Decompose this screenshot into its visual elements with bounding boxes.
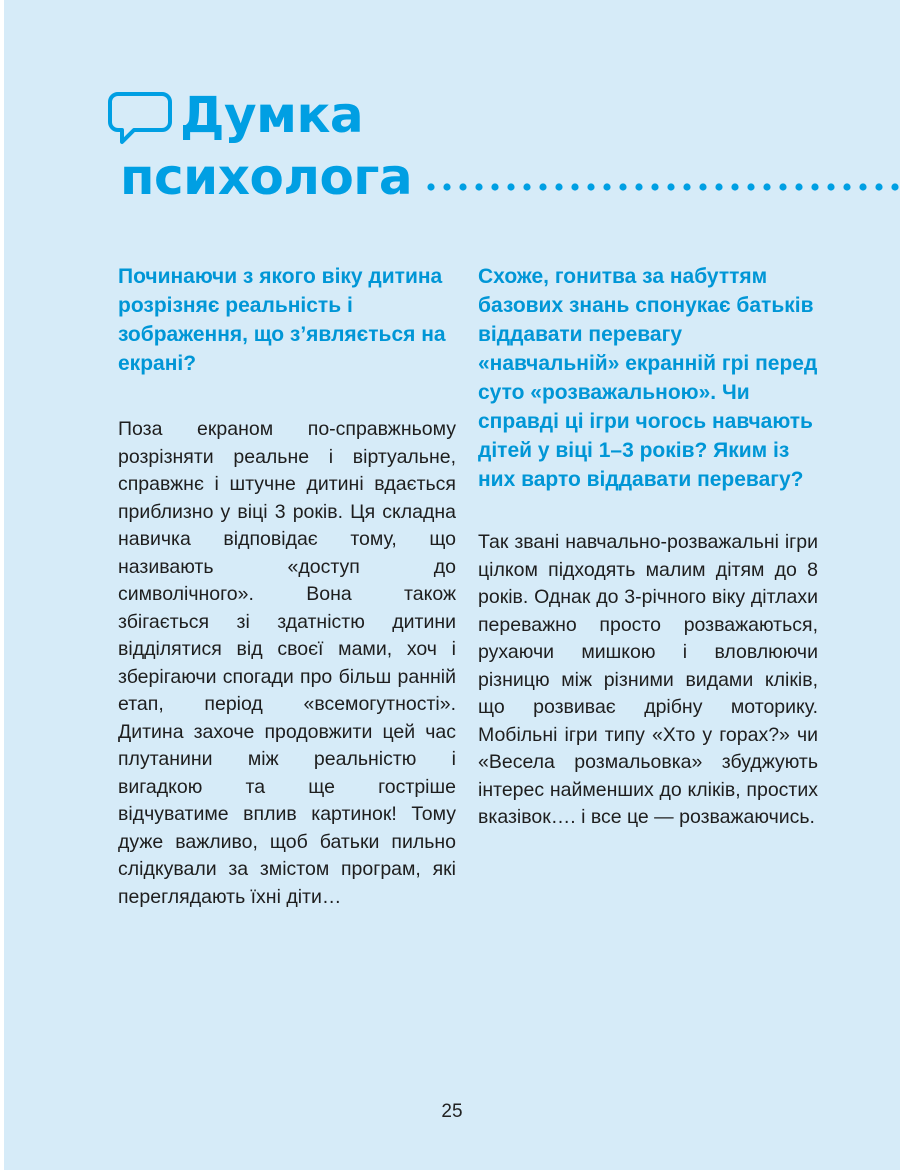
leader-dot (763, 183, 770, 190)
leader-dot (475, 183, 482, 190)
left-answer: Поза екраном по-справжньому розрізняти реальне і віртуальне, справжнє і штучне дитині вдається приблизно у віці 3 років. Ця складна навичка відповідає тому, що називають «доступ до символічного». Вона також збігається зі здатністю дитини відділятися від своєї мами, хоч і зберігаючи спогади про більш ранній етап, період «всемогутності». Дитина захоче продовжити цей час плутанини між реальністю і вигадкою та ще гостріше відчуватиме вплив картинок! Тому дуже важливо, щоб батьки пильно слідкували за змістом програм, які переглядають їхні діти… (118, 418, 456, 908)
speech-bubble-icon (108, 90, 172, 146)
leader-dot (843, 183, 850, 190)
leader-dot (875, 183, 882, 190)
page-title-line2: психолога (120, 148, 413, 206)
right-answer: Так звані навчально-розважальні ігри цілком підходять малим дітям до 8 років. Однак до 3-річного віку дітлахи переважно просто розважаються, рухаючи мишкою і вловлюючи різницю між різними видами кліків, що розвиває дрібну моторику. Мобільні ігри типу «Хто у горах?» чи «Весела розмальовка» збуджують інтерес найменших до кліків, простих вказівок…. і все це — розважаючись. (478, 531, 818, 828)
left-question: Починаючи з якого віку дитина розрізняє реальність і зображення, що з’являється на екрані? (118, 265, 446, 375)
leader-dot (699, 183, 706, 190)
left-column (118, 262, 456, 911)
leader-dot (491, 183, 498, 190)
leader-dot (571, 183, 578, 190)
leader-dot (443, 183, 450, 190)
leader-dot (427, 183, 434, 190)
leader-dot (795, 183, 802, 190)
leader-dot (827, 183, 834, 190)
page-number: 25 (441, 1101, 463, 1122)
leader-dot (731, 183, 738, 190)
leader-dot (635, 183, 642, 190)
leader-dot (683, 183, 690, 190)
dotted-leader (426, 180, 900, 194)
leader-dot (651, 183, 658, 190)
right-question: Схоже, гонитва за набуттям базових знань спонукає батьків віддавати перевагу «навчальній» екранній грі перед суто «розважальною». Чи справді ці ігри чогось навчають дітей у віці 1–3 років? Яким із них варто віддавати перевагу? (478, 265, 818, 491)
leader-dot (811, 183, 818, 190)
leader-dot (459, 183, 466, 190)
leader-dot (523, 183, 530, 190)
leader-dot (715, 183, 722, 190)
leader-dot (507, 183, 514, 190)
leader-dot (859, 183, 866, 190)
leader-dot (747, 183, 754, 190)
leader-dot (603, 183, 610, 190)
leader-dot (619, 183, 626, 190)
page-title-line1: Думка (180, 86, 364, 144)
leader-dot (587, 183, 594, 190)
leader-dot (539, 183, 546, 190)
page (4, 0, 900, 1170)
right-column (478, 262, 818, 832)
leader-dot (555, 183, 562, 190)
leader-dot (779, 183, 786, 190)
leader-dot (667, 183, 674, 190)
leader-dot (891, 183, 898, 190)
